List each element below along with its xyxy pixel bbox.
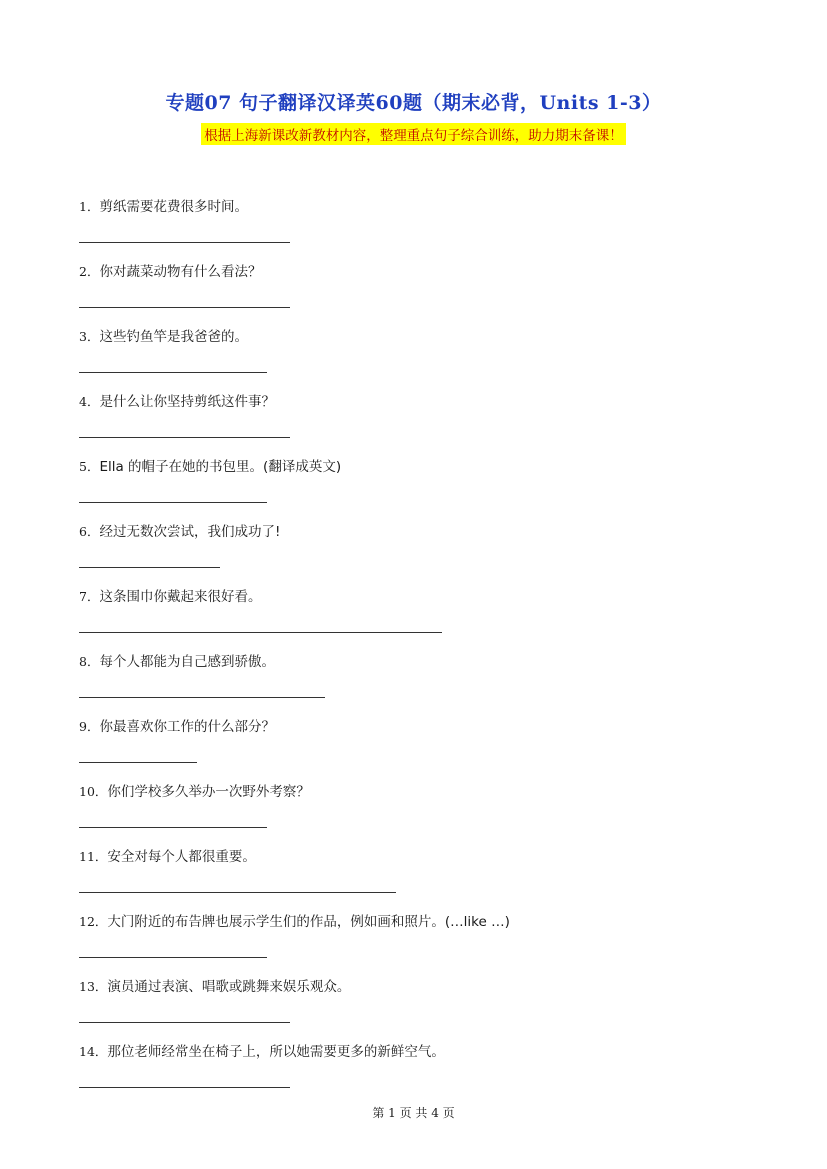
question-text: 那位老师经常坐在椅子上，所以她需要更多的新鲜空气。 [107, 1044, 445, 1060]
question-text: 你们学校多久举办一次野外考察？ [107, 784, 310, 800]
question-number: 1． [79, 199, 100, 214]
question-text: 你最喜欢你工作的什么部分？ [99, 719, 275, 735]
question-number: 5． [79, 459, 100, 474]
answer-line-11[interactable] [79, 892, 396, 893]
question-number: 4． [79, 394, 100, 409]
question-number: 7． [79, 589, 100, 604]
question-number: 11． [79, 849, 108, 864]
question-text: 你对蔬菜动物有什么看法？ [99, 264, 262, 280]
answer-line-1[interactable] [79, 242, 290, 243]
page-footer: 第 1 页 共 4 页 [372, 1106, 455, 1120]
question-5 [79, 455, 341, 475]
question-number: 10． [79, 784, 108, 799]
question-13 [79, 975, 350, 995]
question-number: 6． [79, 524, 100, 539]
answer-line-14[interactable] [79, 1087, 290, 1088]
question-text: 剪纸需要花费很多时间。 [99, 199, 248, 215]
answer-line-9[interactable] [79, 762, 197, 763]
answer-line-6[interactable] [79, 567, 220, 568]
answer-line-8[interactable] [79, 697, 325, 698]
question-4 [79, 390, 275, 410]
question-number: 9． [79, 719, 100, 734]
question-text: Ella 的帽子在她的书包里。(翻译成英文) [99, 459, 342, 475]
question-number: 3． [79, 329, 100, 344]
question-text: 这条围巾你戴起来很好看。 [99, 589, 262, 605]
answer-line-3[interactable] [79, 372, 267, 373]
question-14 [79, 1040, 445, 1060]
question-1 [79, 195, 248, 215]
document-subtitle: 根据上海新课改新教材内容，整理重点句子综合训练，助力期末备课！ [201, 123, 626, 145]
question-2 [79, 260, 261, 280]
answer-line-7[interactable] [79, 632, 442, 633]
question-8 [79, 650, 275, 670]
answer-line-10[interactable] [79, 827, 267, 828]
question-text: 是什么让你坚持剪纸这件事？ [99, 394, 275, 410]
question-number: 12． [79, 914, 108, 929]
question-text: 每个人都能为自己感到骄傲。 [99, 654, 275, 670]
question-7 [79, 585, 261, 605]
question-12 [79, 910, 510, 930]
question-11 [79, 845, 256, 865]
question-text: 安全对每个人都很重要。 [107, 849, 256, 865]
answer-line-12[interactable] [79, 957, 267, 958]
subtitle-container [0, 123, 827, 145]
question-9 [79, 715, 275, 735]
question-text: 大门附近的布告牌也展示学生们的作品，例如画和照片。(…like …) [107, 914, 510, 930]
question-number: 14． [79, 1044, 108, 1059]
question-10 [79, 780, 310, 800]
question-text: 这些钓鱼竿是我爸爸的。 [99, 329, 248, 345]
question-3 [79, 325, 248, 345]
answer-line-4[interactable] [79, 437, 290, 438]
question-number: 2． [79, 264, 100, 279]
document-title: 专题07 句子翻译汉译英60题（期末必背，Units 1-3） [165, 92, 662, 114]
question-number: 13． [79, 979, 108, 994]
question-text: 经过无数次尝试，我们成功了! [99, 524, 281, 540]
answer-line-13[interactable] [79, 1022, 290, 1023]
answer-line-5[interactable] [79, 502, 267, 503]
question-6 [79, 520, 280, 540]
question-number: 8． [79, 654, 100, 669]
question-text: 演员通过表演、唱歌或跳舞来娱乐观众。 [107, 979, 351, 995]
answer-line-2[interactable] [79, 307, 290, 308]
